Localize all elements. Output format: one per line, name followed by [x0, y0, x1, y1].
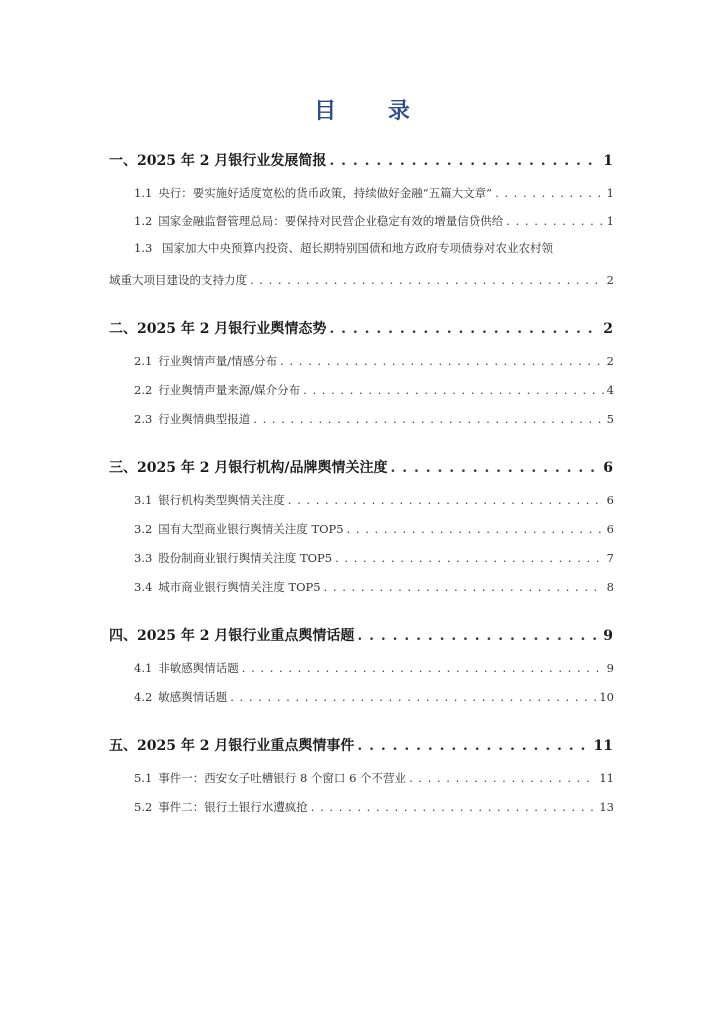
- page-number: 5: [606, 412, 614, 426]
- item-title: 股份制商业银行舆情关注度 TOP5: [158, 551, 333, 565]
- dot-leader: [253, 412, 603, 426]
- section-number: 二、: [109, 321, 137, 337]
- section-number: 三、: [109, 460, 137, 476]
- toc-item-5-1[interactable]: [134, 770, 614, 786]
- dot-leader: [242, 661, 604, 675]
- page-number: 6: [603, 460, 613, 476]
- page-number: 8: [606, 580, 614, 594]
- dot-leader: [280, 354, 604, 368]
- toc-item-2-1[interactable]: [134, 353, 614, 369]
- page-number: 7: [606, 551, 614, 565]
- page-number: 2: [606, 273, 614, 287]
- page-number: 11: [599, 771, 614, 785]
- item-title-line2: 域重大项目建设的支持力度: [109, 273, 247, 287]
- toc-section-4[interactable]: [109, 625, 613, 645]
- dot-leader: [495, 186, 604, 200]
- item-number: 4.1: [134, 661, 153, 675]
- item-title: 国有大型商业银行舆情关注度 TOP5: [158, 522, 344, 536]
- toc-item-3-1[interactable]: [134, 492, 614, 508]
- dot-leader: [311, 800, 597, 814]
- section-title: 2025 年 2 月银行业发展简报: [137, 153, 327, 169]
- item-number: 1.1: [134, 186, 153, 200]
- section-number: 一、: [109, 153, 137, 169]
- toc-item-1-3-line2[interactable]: [109, 272, 614, 288]
- toc-item-5-2[interactable]: [134, 799, 614, 815]
- dot-leader: [357, 628, 600, 644]
- section-title: 2025 年 2 月银行业重点舆情话题: [137, 628, 355, 644]
- dot-leader: [390, 460, 600, 476]
- section-title: 2025 年 2 月银行机构/品牌舆情关注度: [137, 460, 388, 476]
- item-number: 4.2: [134, 690, 153, 704]
- page-number: 4: [606, 383, 614, 397]
- item-number: 3.3: [134, 551, 153, 565]
- item-title: 央行：要实施好适度宽松的货币政策，持续做好金融“五篇大文章”: [158, 186, 493, 200]
- item-title: 行业舆情声量来源/媒介分布: [158, 383, 301, 397]
- dot-leader: [303, 383, 604, 397]
- dot-leader: [329, 153, 600, 169]
- dot-leader: [329, 321, 600, 337]
- item-title: 行业舆情声量/情感分布: [158, 354, 278, 368]
- toc-item-1-1[interactable]: [134, 185, 614, 201]
- item-title: 事件一：西安女子吐槽银行 8 个窗口 6 个不营业: [158, 771, 407, 785]
- item-number: 5.1: [134, 771, 153, 785]
- toc-item-4-1[interactable]: [134, 660, 614, 676]
- page-number: 2: [603, 321, 613, 337]
- page-number: 13: [599, 800, 614, 814]
- dot-leader: [324, 580, 604, 594]
- toc-section-2[interactable]: [109, 318, 613, 338]
- item-number: 3.4: [134, 580, 153, 594]
- dot-leader: [335, 551, 604, 565]
- item-number: 3.2: [134, 522, 153, 536]
- toc-item-2-2[interactable]: [134, 382, 614, 398]
- item-number: 5.2: [134, 800, 153, 814]
- section-title: 2025 年 2 月银行业重点舆情事件: [137, 738, 355, 754]
- dot-leader: [357, 738, 590, 754]
- page-number: 6: [606, 493, 614, 507]
- toc-item-3-2[interactable]: [134, 521, 614, 537]
- item-title: 行业舆情典型报道: [158, 412, 251, 426]
- dot-leader: [230, 690, 596, 704]
- item-title: 敏感舆情话题: [158, 690, 228, 704]
- item-title: 事件二：银行土银行水遭疯抢: [158, 800, 308, 814]
- item-title: 非敏感舆情话题: [158, 661, 239, 675]
- toc-item-4-2[interactable]: [134, 689, 614, 705]
- dot-leader: [506, 214, 603, 228]
- page-number: 1: [603, 153, 613, 169]
- item-number: 1.3: [134, 241, 153, 255]
- item-title: 银行机构类型舆情关注度: [158, 493, 285, 507]
- dot-leader: [409, 771, 596, 785]
- section-number: 四、: [109, 628, 137, 644]
- item-title: 国家金融监督管理总局：要保持对民营企业稳定有效的增量信贷供给: [158, 214, 504, 228]
- page-number: 1: [606, 186, 614, 200]
- page-number: 11: [593, 738, 613, 754]
- toc-item-3-3[interactable]: [134, 550, 614, 566]
- dot-leader: [347, 522, 604, 536]
- item-title-line1: 国家加大中央预算内投资、超长期特别国债和地方政府专项债券对农业农村领: [161, 241, 553, 255]
- toc-item-1-3-line1[interactable]: [134, 240, 553, 256]
- dot-leader: [288, 493, 604, 507]
- page-number: 1: [606, 214, 614, 228]
- toc-section-1[interactable]: [109, 150, 613, 170]
- item-number: 1.2: [134, 214, 153, 228]
- page-number: 10: [599, 690, 614, 704]
- item-title: 城市商业银行舆情关注度 TOP5: [158, 580, 321, 594]
- toc-item-3-4[interactable]: [134, 579, 614, 595]
- dot-leader: [250, 273, 604, 287]
- item-number: 2.3: [134, 412, 153, 426]
- toc-section-3[interactable]: [109, 457, 613, 477]
- page-number: 6: [606, 522, 614, 536]
- toc-item-2-3[interactable]: [134, 411, 614, 427]
- toc-title: 目 录: [314, 98, 432, 124]
- section-title: 2025 年 2 月银行业舆情态势: [137, 321, 327, 337]
- toc-item-1-2[interactable]: [134, 213, 614, 229]
- page-number: 9: [603, 628, 613, 644]
- page-number: 9: [606, 661, 614, 675]
- page-number: 2: [606, 354, 614, 368]
- section-number: 五、: [109, 738, 137, 754]
- item-number: 2.1: [134, 354, 153, 368]
- item-number: 2.2: [134, 383, 153, 397]
- item-number: 3.1: [134, 493, 153, 507]
- toc-section-5[interactable]: [109, 735, 613, 755]
